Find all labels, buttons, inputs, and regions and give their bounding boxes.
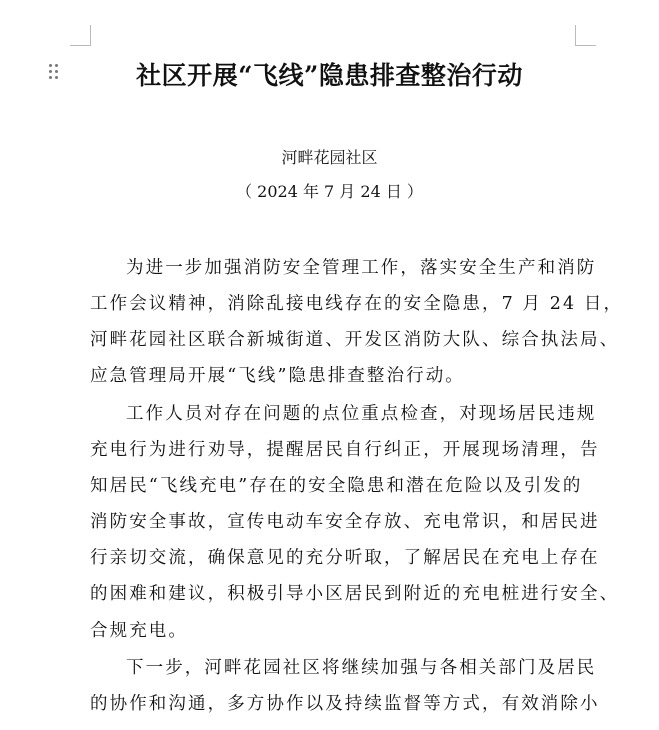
paragraph-line[interactable]: 河畔花园社区联合新城街道、开发区消防大队、综合执法局、 <box>90 330 620 350</box>
paragraph-line[interactable]: 工作人员对存在问题的点位重点检查，对现场居民违规 <box>126 404 597 424</box>
paragraph-line[interactable]: 的困难和建议，积极引导小区居民到附近的充电桩进行安全、 <box>90 584 620 604</box>
paragraph-line[interactable]: 消防安全事故，宣传电动车安全存放、充电常识，和居民进 <box>90 512 600 532</box>
paragraph-line[interactable]: 应急管理局开展“飞线”隐患排查整治行动。 <box>90 366 465 386</box>
paragraph-line[interactable]: 知居民“飞线充电”存在的安全隐患和潜在危险以及引发的 <box>90 476 583 496</box>
document-author[interactable]: 河畔花园社区 <box>281 148 378 167</box>
document-date[interactable]: （ 2024 年 7 月 24 日 ） <box>236 182 423 201</box>
paragraph-line[interactable]: 充电行为进行劝导，提醒居民自行纠正，开展现场清理，告 <box>90 440 600 460</box>
paragraph-line[interactable]: 下一步，河畔花园社区将继续加强与各相关部门及居民 <box>126 658 597 678</box>
paragraph-line[interactable]: 工作会议精神，消除乱接电线存在的安全隐患，7 月 24 日， <box>90 294 624 314</box>
paragraph-line[interactable]: 的协作和沟通，多方协作以及持续监督等方式，有效消除小 <box>90 694 600 714</box>
paragraph-line[interactable]: 为进一步加强消防安全管理工作，落实安全生产和消防 <box>126 258 597 278</box>
paragraph-line[interactable]: 行亲切交流，确保意见的充分听取，了解居民在充电上存在 <box>90 548 600 568</box>
page-corner-mark-top-right <box>575 25 596 46</box>
page-corner-mark-top-left <box>70 25 91 46</box>
paragraph-line[interactable]: 合规充电。 <box>90 621 188 641</box>
document-title[interactable]: 社区开展“飞线”隐患排查整治行动 <box>136 61 523 90</box>
